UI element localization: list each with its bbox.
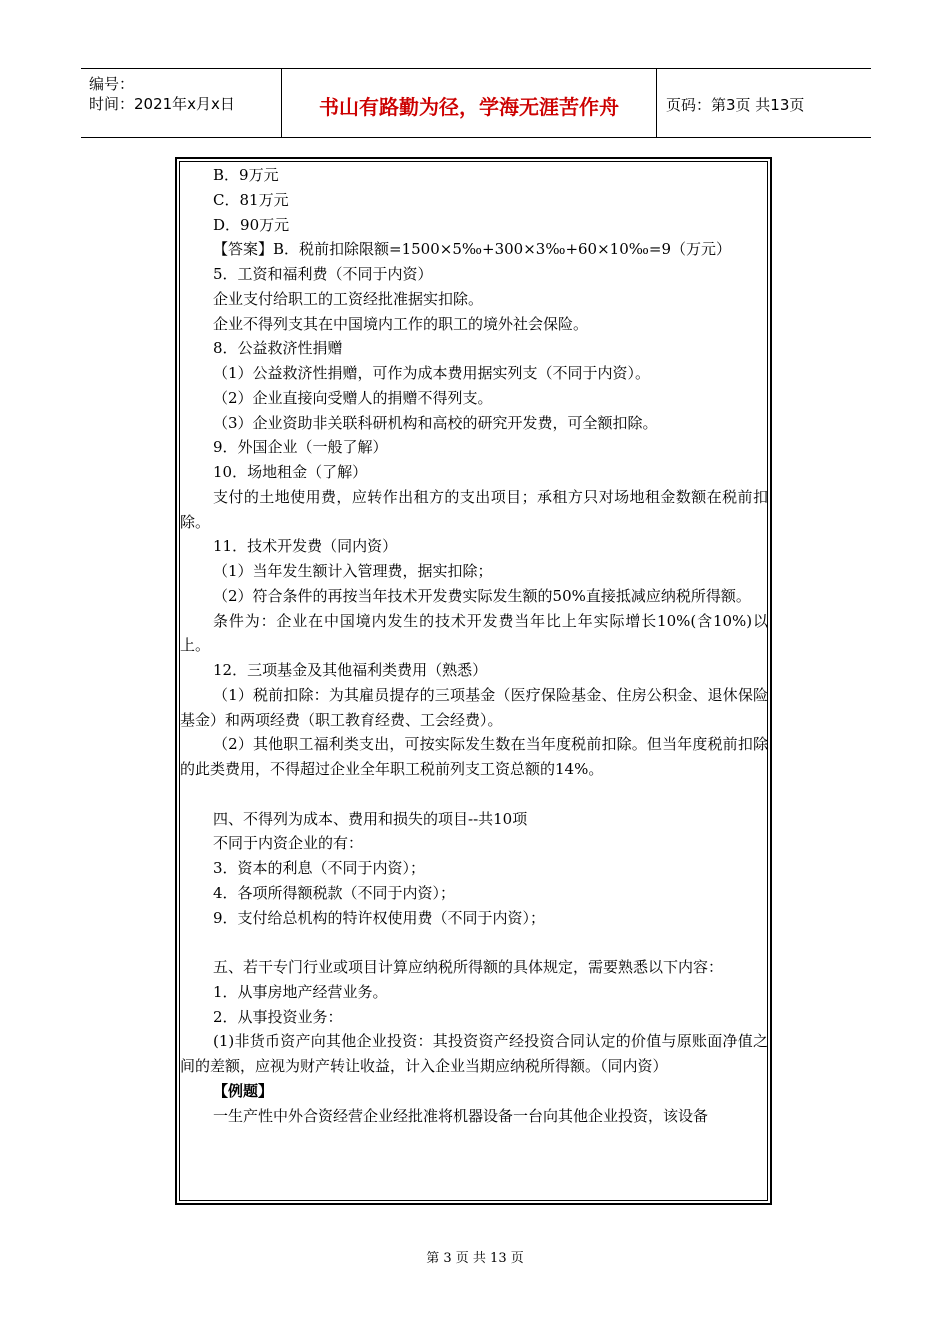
document-code-label: 编号：: [89, 75, 135, 93]
blank-line: [180, 930, 768, 955]
section-heading: 四、不得列为成本、费用和损失的项目--共10项: [213, 809, 528, 828]
example-heading: 【例题】: [213, 1081, 274, 1100]
option-c: C．81万元: [213, 190, 289, 209]
list-item: （1）公益救济性捐赠，可作为成本费用据实列支（不同于内资）。: [213, 364, 651, 382]
paragraph: 支付的土地使用费，应转作出租方的支出项目；承租方只对场地租金数额在税前扣除。: [180, 487, 768, 531]
list-item: （3）企业资助非关联科研机构和高校的研究开发费，可全额扣除。: [213, 413, 658, 432]
option-b: B．9万元: [213, 166, 279, 184]
content-frame: [175, 157, 772, 1205]
header-meta-cell: [81, 69, 281, 137]
paragraph: 条件为：企业在中国境内发生的技术开发费当年比上年实际增长10%(含10%)以上。: [180, 611, 768, 655]
list-item: （1）当年发生额计入管理费，据实扣除；: [213, 562, 493, 580]
document-body: [180, 163, 768, 1128]
paragraph: 不同于内资企业的有：: [213, 834, 364, 853]
section-heading: 11．技术开发费（同内资）: [213, 537, 398, 556]
list-item: 2．从事投资业务：: [213, 1007, 343, 1026]
list-item: （2）企业直接向受赠人的捐赠不得列支。: [213, 388, 493, 407]
section-heading: 10．场地租金（了解）: [213, 463, 368, 481]
section-heading: 5．工资和福利费（不同于内资）: [213, 265, 433, 283]
list-item: 3．资本的利息（不同于内资）；: [213, 859, 426, 877]
section-heading: 8．公益救济性捐赠: [213, 339, 343, 358]
blank-line: [180, 782, 768, 807]
list-item: （2）符合条件的再按当年技术开发费实际发生额的50%直接抵减应纳税所得额。: [213, 586, 751, 605]
paragraph: (1)非货币资产向其他企业投资：其投资资产经投资合同认定的价值与原账面净值之间的差额，应视为财产转让收益，计入企业当期应纳税所得额。（同内资）: [180, 1032, 768, 1075]
list-item: 4．各项所得额税款（不同于内资）；: [213, 883, 456, 902]
page-header: [81, 68, 871, 138]
answer-line: 【答案】B．税前扣除限额=1500×5‰+300×3‰+60×10‰=9（万元）: [213, 240, 731, 259]
section-heading: 五、若干专门行业或项目计算应纳税所得额的具体规定，需要熟悉以下内容：: [213, 958, 724, 976]
header-motto: 书山有路勤为径，学海无涯苦作舟: [319, 95, 619, 119]
paragraph: 一生产性中外合资经营企业经批准将机器设备一台向其他企业投资，该设备: [213, 1106, 709, 1125]
page-footer: 第 3 页 共 13 页: [426, 1251, 524, 1266]
document-time-label: 时间：2021年x月x日: [89, 95, 235, 113]
paragraph: 企业支付给职工的工资经批准据实扣除。: [213, 289, 484, 308]
header-motto-cell: [281, 69, 657, 137]
section-heading: 12．三项基金及其他福利类费用（熟悉）: [213, 661, 488, 679]
option-d: D．90万元: [213, 215, 290, 234]
list-item: 1．从事房地产经营业务。: [213, 982, 388, 1001]
list-item: （2）其他职工福利类支出，可按实际发生数在当年度税前扣除。但当年度税前扣除的此类费用，不得超过企业全年职工税前列支工资总额的14%。: [180, 735, 768, 778]
section-heading: 9．外国企业（一般了解）: [213, 438, 388, 457]
paragraph: 企业不得列支其在中国境内工作的职工的境外社会保险。: [213, 314, 589, 333]
header-page-cell: [656, 69, 871, 137]
list-item: 9．支付给总机构的特许权使用费（不同于内资）；: [213, 908, 546, 927]
list-item: （1）税前扣除：为其雇员提存的三项基金（医疗保险基金、住房公积金、退休保险基金）和两项经费（职工教育经费、工会经费）。: [180, 685, 768, 729]
header-page-info: 页码：第3页 共13页: [666, 96, 805, 114]
